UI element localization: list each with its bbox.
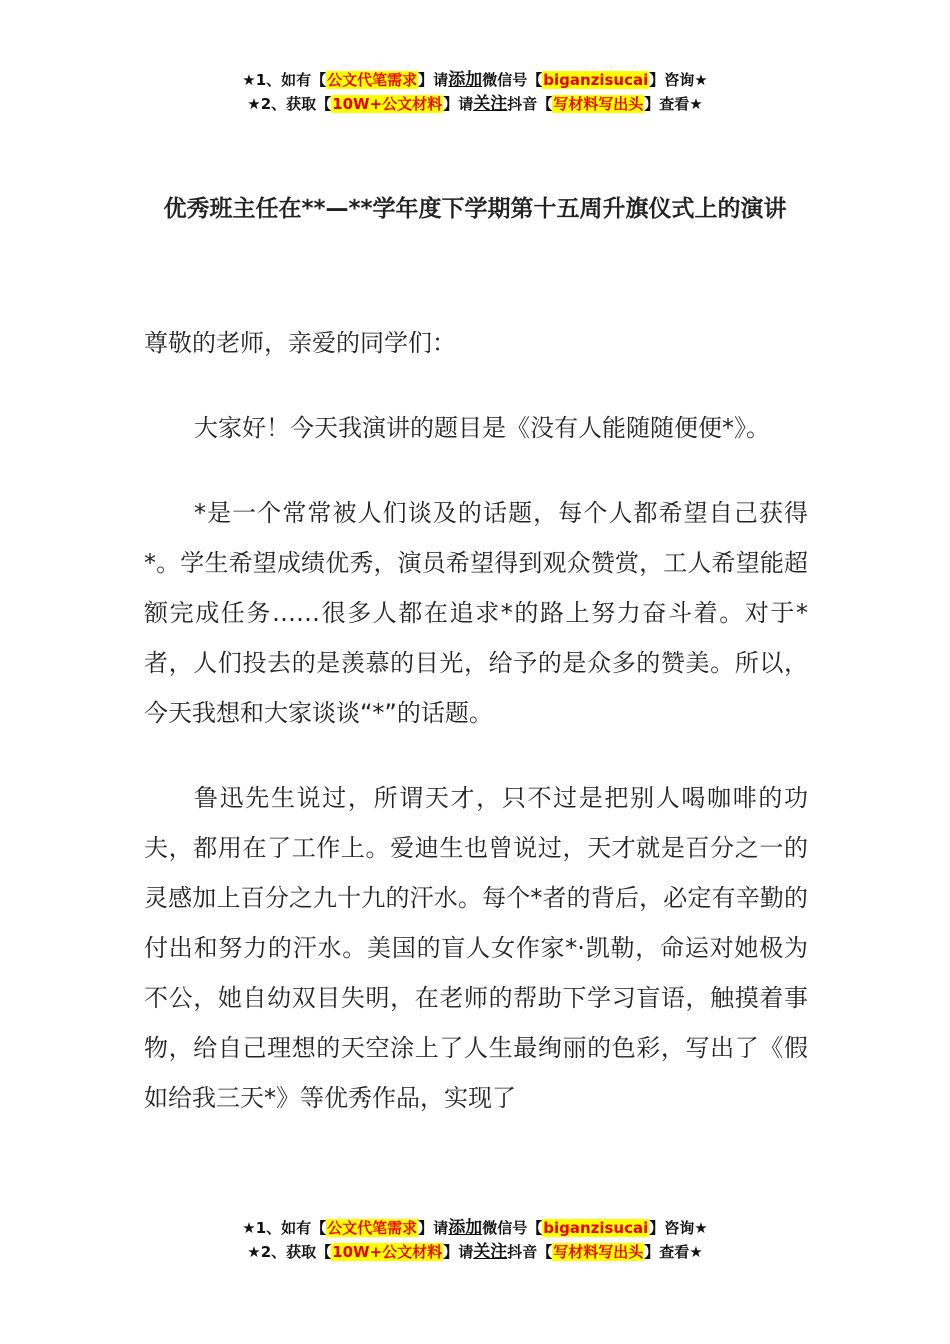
banner-emphasis: 添加 (448, 1218, 483, 1238)
banner-text: 】查看★ (644, 95, 703, 113)
banner-text: ★1、如有【 (242, 71, 327, 89)
banner-emphasis: 关注 (473, 1242, 508, 1262)
banner-highlight: 公文代笔需求 (327, 1219, 418, 1237)
banner-emphasis: 添加 (448, 70, 483, 90)
banner-text: 】请 (443, 95, 474, 113)
banner-highlight: 公文代笔需求 (327, 71, 418, 89)
banner-text: 抖音【 (507, 95, 553, 113)
banner-highlight: 写材料写出头 (553, 95, 644, 113)
paragraph: 鲁迅先生说过，所谓天才，只不过是把别人喝咖啡的功夫，都用在了工作上。爱迪生也曾说过，天才就是百分之一的灵感加上百分之九十九的汗水。每个*者的背后，必定有辛勤的付出和努力的汗水。美国的盲人女作家*·凯勒，命运对她极为不公，她自幼双目失明，在老师的帮助下学习盲语，触摸着事物，给自己理想的天空涂上了人生最绚丽的色彩，写出了《假如给我三天*》等优秀作品，实现了 (144, 784, 808, 1112)
banner-text: 】请 (443, 1243, 474, 1261)
banner-text: 】咨询★ (649, 1219, 708, 1237)
banner-text: ★1、如有【 (242, 1219, 327, 1237)
banner-text: 】查看★ (644, 1243, 703, 1261)
banner-line-1 (0, 1216, 950, 1240)
salutation: 尊敬的老师，亲爱的同学们： (144, 329, 456, 357)
banner-text: ★2、获取【 (247, 1243, 332, 1261)
banner-text: 】咨询★ (649, 71, 708, 89)
banner-line-2 (0, 92, 950, 116)
banner-text: 微信号【 (482, 71, 543, 89)
banner-text: 】请 (418, 1219, 449, 1237)
footer-banner (0, 1216, 950, 1264)
banner-emphasis: 关注 (473, 94, 508, 114)
banner-line-2 (0, 1240, 950, 1264)
banner-highlight: 写材料写出头 (553, 1243, 644, 1261)
document-body (144, 318, 808, 1158)
banner-line-1 (0, 68, 950, 92)
banner-text: 微信号【 (482, 1219, 543, 1237)
banner-text: 抖音【 (507, 1243, 553, 1261)
paragraph: *是一个常常被人们谈及的话题，每个人都希望自己获得*。学生希望成绩优秀，演员希望得到观众赞赏，工人希望能超额完成任务……很多人都在追求*的路上努力奋斗着。对于*者，人们投去的是羡慕的目光，给予的是众多的赞美。所以，今天我想和大家谈谈“*”的话题。 (144, 499, 808, 727)
document-title: 优秀班主任在**—**学年度下学期第十五周升旗仪式上的演讲 (163, 196, 787, 222)
paragraph: 大家好！今天我演讲的题目是《没有人能随随便便*》。 (194, 414, 770, 442)
banner-text: 】请 (418, 71, 449, 89)
banner-highlight: 10W+公文材料 (332, 95, 443, 113)
header-banner (0, 68, 950, 116)
banner-highlight: 10W+公文材料 (332, 1243, 443, 1261)
banner-highlight: biganzisucai (543, 71, 649, 89)
banner-highlight: biganzisucai (543, 1219, 649, 1237)
banner-text: ★2、获取【 (247, 95, 332, 113)
